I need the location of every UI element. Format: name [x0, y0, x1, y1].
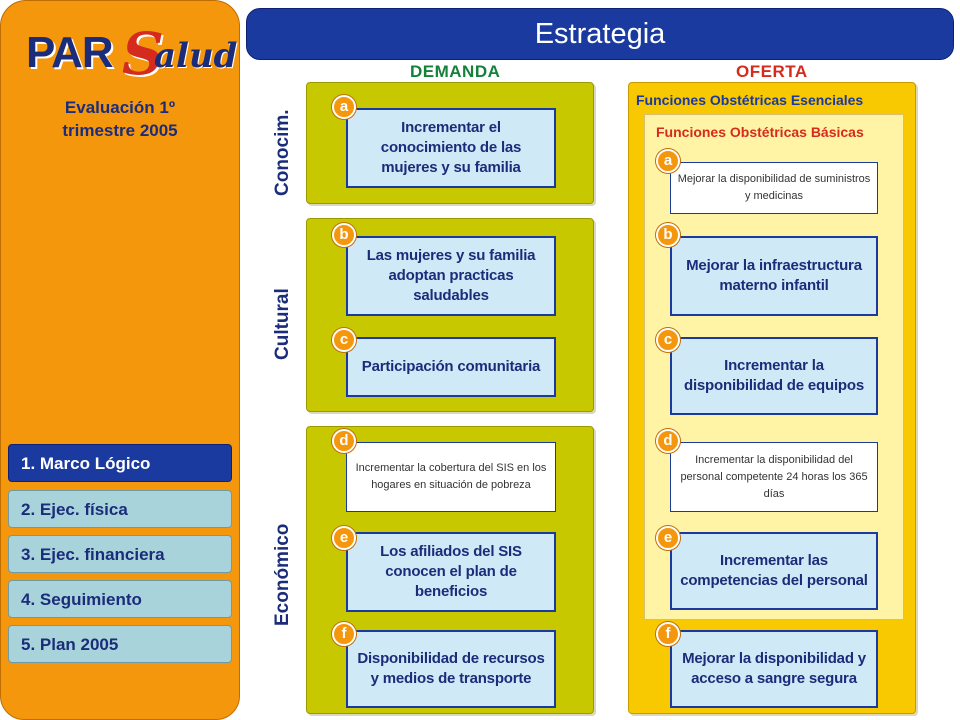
logo-s-text: S	[122, 20, 164, 88]
category-conocim: Conocim.	[272, 109, 293, 196]
parsalud-logo	[26, 20, 238, 88]
nav-ejec-financiera[interactable]: 3. Ejec. financiera	[8, 535, 232, 573]
oferta-basicas-title: Funciones Obstétricas Básicas	[656, 124, 864, 140]
oferta-badge-c: c	[656, 328, 680, 352]
demanda-badge-a: a	[332, 95, 356, 119]
nav-ejec-fisica[interactable]: 2. Ejec. física	[8, 490, 232, 528]
category-cultural: Cultural	[272, 288, 293, 360]
nav-plan-2005[interactable]: 5. Plan 2005	[8, 625, 232, 663]
oferta-card-a: Mejorar la disponibilidad de suministros y medicinas	[670, 162, 878, 214]
oferta-card-f: Mejorar la disponibilidad y acceso a sangre segura	[670, 630, 878, 708]
oferta-esenciales-title: Funciones Obstétricas Esenciales	[636, 92, 864, 108]
oferta-card-b: Mejorar la infraestructura materno infantil	[670, 236, 878, 316]
category-economico: Económico	[272, 523, 293, 626]
demanda-badge-e: e	[332, 526, 356, 550]
oferta-badge-b: b	[656, 223, 680, 247]
demanda-card-a: Incrementar el conocimiento de las mujeres y su familia	[346, 108, 556, 188]
page-title: Estrategia	[246, 8, 954, 60]
evaluation-line-2: trimestre 2005	[62, 121, 178, 140]
demanda-badge-c: c	[332, 328, 356, 352]
demanda-card-d: Incrementar la cobertura del SIS en los hogares en situación de pobreza	[346, 442, 556, 512]
demanda-badge-b: b	[332, 223, 356, 247]
oferta-badge-a: a	[656, 149, 680, 173]
demanda-card-e: Los afiliados del SIS conocen el plan de beneficios	[346, 532, 556, 612]
demanda-badge-f: f	[332, 622, 356, 646]
evaluation-line-1: Evaluación 1º	[64, 98, 176, 117]
oferta-card-c: Incrementar la disponibilidad de equipos	[670, 337, 878, 415]
oferta-badge-e: e	[656, 526, 680, 550]
logo-alud-text: alud	[154, 36, 238, 76]
demanda-card-f: Disponibilidad de recursos y medios de transporte	[346, 630, 556, 708]
nav-seguimiento[interactable]: 4. Seguimiento	[8, 580, 232, 618]
nav-marco-logico[interactable]: 1. Marco Lógico	[8, 444, 232, 482]
demanda-badge-d: d	[332, 429, 356, 453]
oferta-badge-f: f	[656, 622, 680, 646]
oferta-card-e: Incrementar las competencias del personal	[670, 532, 878, 610]
evaluation-label	[20, 96, 220, 142]
oferta-heading: OFERTA	[736, 62, 808, 81]
oferta-card-d: Incrementar la disponibilidad del personal competente 24 horas los 365 días	[670, 442, 878, 512]
demanda-card-c: Participación comunitaria	[346, 337, 556, 397]
demanda-card-b: Las mujeres y su familia adoptan practicas saludables	[346, 236, 556, 316]
oferta-badge-d: d	[656, 429, 680, 453]
demanda-heading: DEMANDA	[410, 62, 501, 81]
logo-par-text: PAR	[26, 28, 113, 77]
